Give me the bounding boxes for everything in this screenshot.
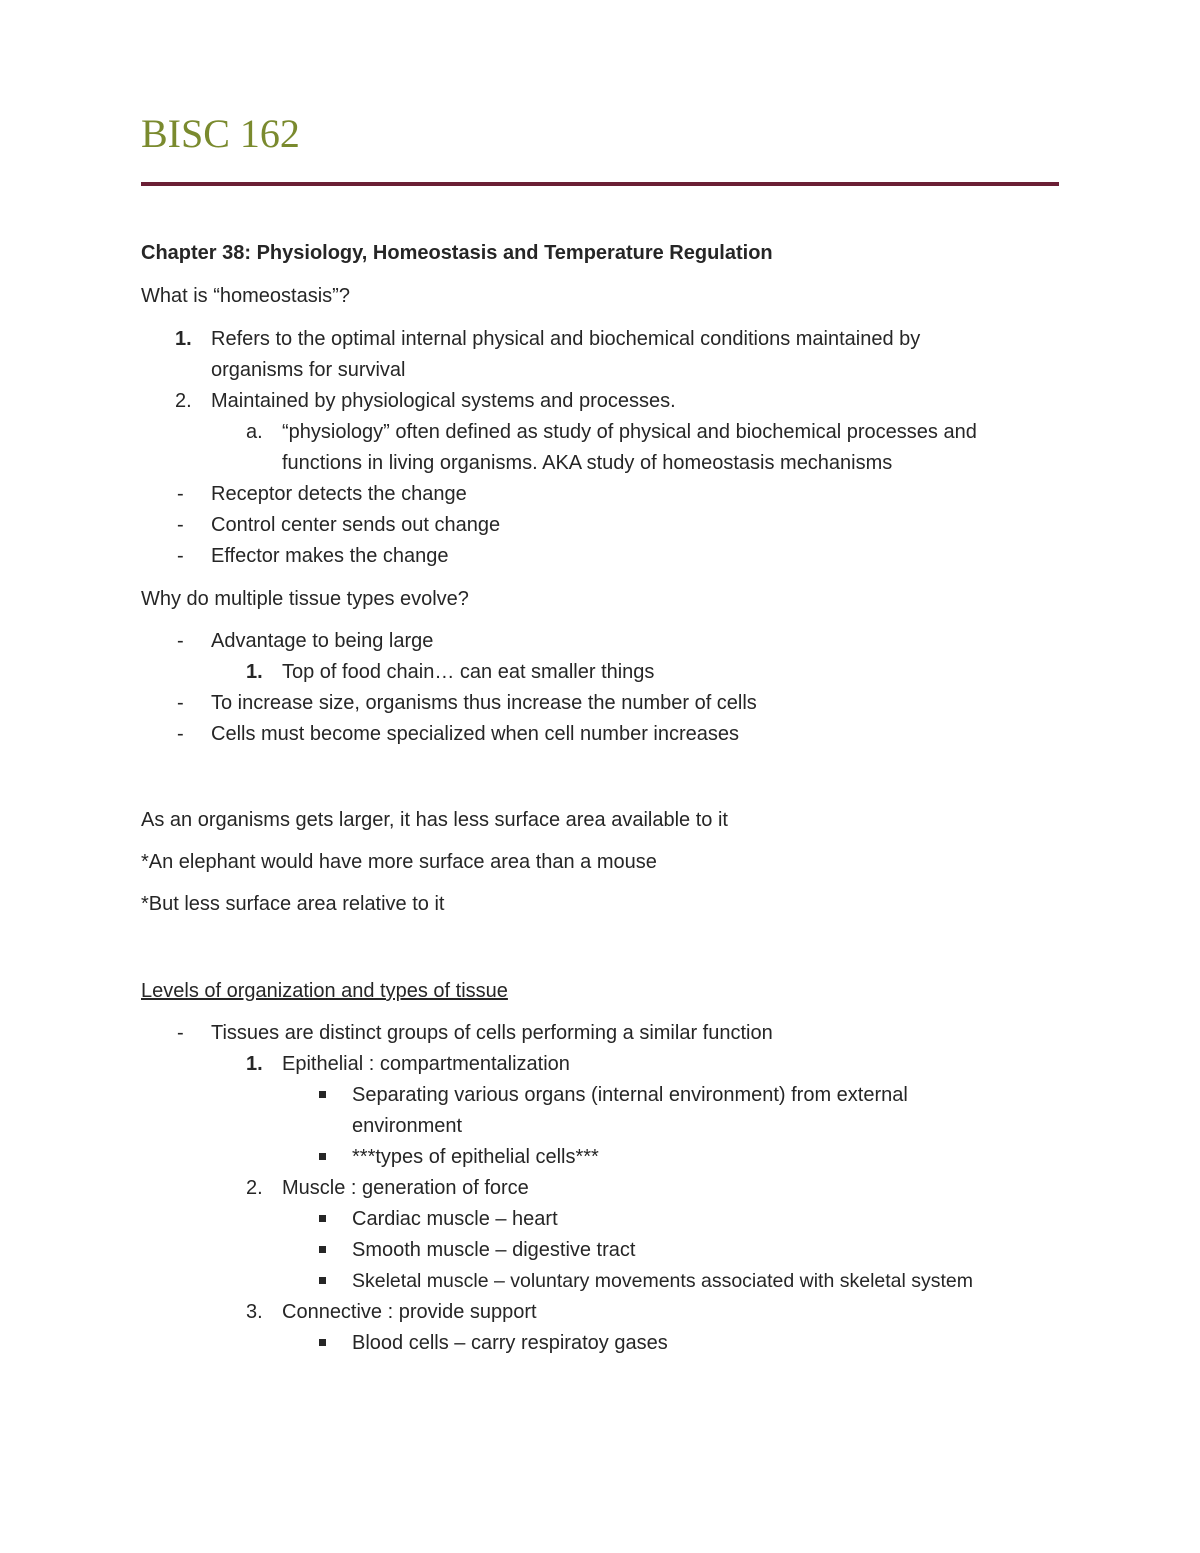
- square-bullet-icon: [319, 1215, 326, 1222]
- dash-bullet: -: [177, 1022, 184, 1044]
- question-tissue-types: Why do multiple tissue types evolve?: [141, 588, 469, 610]
- section-heading: Levels of organization and types of tissue: [141, 980, 508, 1002]
- bullet-item: Advantage to being large: [211, 630, 434, 652]
- dash-bullet: -: [177, 545, 184, 567]
- list-item-text-continued: organisms for survival: [211, 359, 406, 381]
- list-marker: 1.: [175, 328, 192, 350]
- tissue-point: Cardiac muscle – heart: [352, 1208, 558, 1230]
- square-bullet-icon: [319, 1339, 326, 1346]
- tissue-type: Muscle : generation of force: [282, 1177, 529, 1199]
- tissue-point-continued: environment: [352, 1115, 463, 1137]
- tissue-point: Separating various organs (internal environment) from external: [352, 1084, 908, 1106]
- bullet-item: Effector makes the change: [211, 545, 449, 567]
- list-item-text: Refers to the optimal internal physical and biochemical conditions maintained by: [211, 328, 921, 350]
- question-homeostasis: What is “homeostasis”?: [141, 285, 350, 307]
- dash-bullet: -: [177, 630, 184, 652]
- square-bullet-icon: [319, 1091, 326, 1098]
- sublist-marker: 1.: [246, 661, 263, 683]
- tissue-point: Smooth muscle – digestive tract: [352, 1239, 636, 1261]
- list-marker: 2.: [175, 390, 192, 412]
- bullet-item: Control center sends out change: [211, 514, 501, 536]
- tissue-number: 3.: [246, 1301, 263, 1323]
- bullet-item: To increase size, organisms thus increase the number of cells: [211, 692, 757, 714]
- dash-bullet: -: [177, 483, 184, 505]
- sublist-item-text: “physiology” often defined as study of physical and biochemical processes and: [282, 421, 977, 443]
- tissue-number: 2.: [246, 1177, 263, 1199]
- paragraph: *But less surface area relative to it: [141, 893, 445, 915]
- sublist-item-text: Top of food chain… can eat smaller things: [282, 661, 655, 683]
- sublist-item-text-continued: functions in living organisms. AKA study of homeostasis mechanisms: [282, 452, 893, 474]
- chapter-heading: Chapter 38: Physiology, Homeostasis and Temperature Regulation: [141, 242, 773, 264]
- sublist-marker: a.: [246, 421, 263, 443]
- dash-bullet: -: [177, 723, 184, 745]
- tissue-point: Blood cells – carry respiratoy gases: [352, 1332, 668, 1354]
- title-divider: [141, 182, 1059, 186]
- paragraph: *An elephant would have more surface area than a mouse: [141, 851, 657, 873]
- tissue-type: Connective : provide support: [282, 1301, 537, 1323]
- dash-bullet: -: [177, 514, 184, 536]
- square-bullet-icon: [319, 1246, 326, 1253]
- square-bullet-icon: [319, 1277, 326, 1284]
- tissue-type: Epithelial : compartmentalization: [282, 1053, 570, 1075]
- bullet-item: Tissues are distinct groups of cells performing a similar function: [211, 1022, 773, 1044]
- list-item-text: Maintained by physiological systems and processes.: [211, 390, 676, 412]
- bullet-item: Receptor detects the change: [211, 483, 467, 505]
- bullet-item: Cells must become specialized when cell number increases: [211, 723, 740, 745]
- tissue-number: 1.: [246, 1053, 263, 1075]
- tissue-point: ***types of epithelial cells***: [352, 1146, 599, 1168]
- square-bullet-icon: [319, 1153, 326, 1160]
- dash-bullet: -: [177, 692, 184, 714]
- document-title: BISC 162: [141, 111, 300, 156]
- tissue-point: Skeletal muscle – voluntary movements associated with skeletal system: [352, 1270, 974, 1292]
- paragraph: As an organisms gets larger, it has less surface area available to it: [141, 809, 728, 831]
